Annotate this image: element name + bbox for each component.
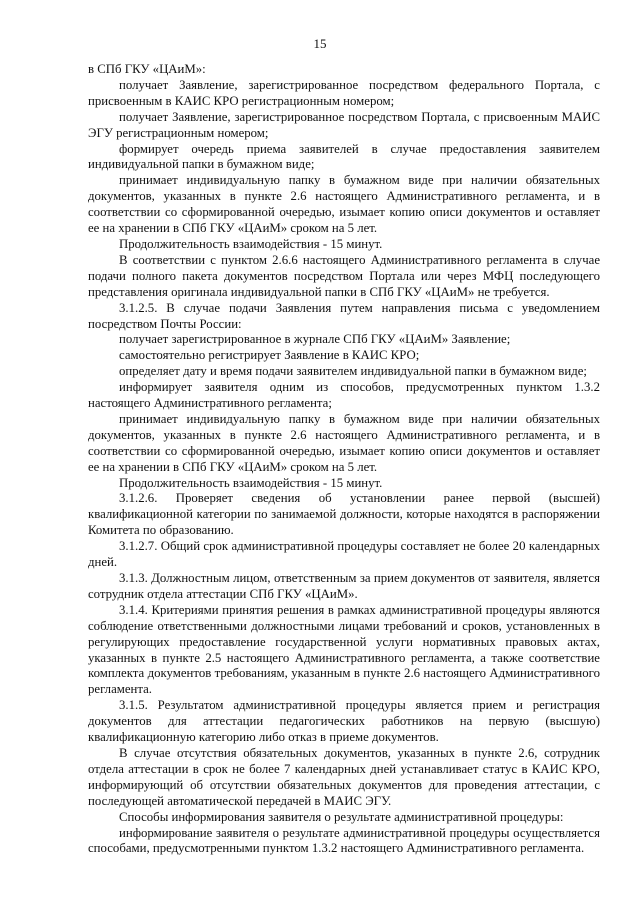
- paragraph: 3.1.2.6. Проверяет сведения об установлении ранее первой (высшей) квалификационной категории по занимаемой должности, которые находятся в распоряжении Комитета по образованию.: [88, 491, 600, 538]
- paragraph: 3.1.2.5. В случае подачи Заявления путем направления письма с уведомлением посредством Почты России:: [88, 300, 600, 331]
- page-number: 15: [313, 36, 327, 51]
- paragraph: информирует заявителя одним из способов, предусмотренных пунктом 1.3.2 настоящего Административного регламента;: [88, 380, 600, 411]
- paragraph: 3.1.2.7. Общий срок административной процедуры составляет не более 20 календарных дней.: [88, 539, 600, 570]
- paragraph: принимает индивидуальную папку в бумажном виде при наличии обязательных документов, указанных в пункте 2.6 настоящего Административного регламента, и в соответствии со сформированной очередью, изымает копию описи документов и оставляет ее на хранении в СПб ГКУ «ЦАиМ» сроком на 5 лет.: [88, 411, 600, 474]
- paragraph: Продолжительность взаимодействия - 15 минут.: [119, 475, 383, 490]
- paragraph: информирование заявителя о результате административной процедуры осуществляется способами, предусмотренными пунктом 1.3.2 настоящего Административного регламента.: [88, 825, 600, 856]
- paragraph: 3.1.3. Должностным лицом, ответственным за прием документов от заявителя, является сотрудник отдела аттестации СПб ГКУ «ЦАиМ».: [88, 571, 600, 601]
- paragraph: В соответствии с пунктом 2.6.6 настоящего Административного регламента в случае подачи полного пакета документов посредством Портала или через МФЦ последующего представления оригинала индивидуальной папки в СПб ГКУ «ЦАиМ» не требуется.: [88, 252, 600, 299]
- paragraph: получает Заявление, зарегистрированное посредством федерального Портала, с присвоенным в КАИС КРО регистрационным номером;: [88, 77, 600, 108]
- paragraph: принимает индивидуальную папку в бумажном виде при наличии обязательных документов, указанных в пункте 2.6 настоящего Административного регламента, и в соответствии со сформированной очередью, изымает копию описи документов и оставляет ее на хранении в СПб ГКУ «ЦАиМ» сроком на 5 лет.: [88, 173, 600, 236]
- paragraph: получает зарегистрированное в журнале СПб ГКУ «ЦАиМ» Заявление;: [119, 332, 511, 347]
- paragraph: формирует очередь приема заявителей в случае предоставления заявителем индивидуальной папки в бумажном виде;: [88, 141, 600, 172]
- paragraph: В случае отсутствия обязательных документов, указанных в пункте 2.6, сотрудник отдела аттестации в срок не более 7 календарных дней устанавливает статус в КАИС КРО, информирующий об отсутствии обязательных документов для проведения аттестации, с последующей автоматической передачей в МАИС ЭГУ.: [88, 745, 600, 808]
- body-text: [88, 62, 600, 857]
- paragraph: Продолжительность взаимодействия - 15 минут.: [119, 236, 383, 251]
- paragraph: получает Заявление, зарегистрированное посредством Портала, с присвоенным МАИС ЭГУ регистрационным номером;: [88, 109, 600, 140]
- paragraph: Способы информирования заявителя о результате административной процедуры:: [119, 809, 564, 824]
- paragraph: определяет дату и время подачи заявителем индивидуальной папки в бумажном виде;: [119, 364, 587, 379]
- paragraph: 3.1.4. Критериями принятия решения в рамках административной процедуры являются соблюдение ответственными должностными лицами требований и сроков, установленных в регулирующих предоставление государственной услуги нормативных правовых актах, указанных в пункте 2.5 настоящего Административного регламента, а также соответствие комплекта документов требованиям, указанным в пункте 2.6 настоящего Административного регламента.: [88, 602, 600, 697]
- paragraph: в СПб ГКУ «ЦАиМ»:: [88, 62, 206, 76]
- paragraph: самостоятельно регистрирует Заявление в КАИС КРО;: [119, 348, 420, 363]
- paragraph: 3.1.5. Результатом административной процедуры является прием и регистрация документов для аттестации педагогических работников на первую (высшую) квалификационную категорию либо отказ в приеме документов.: [88, 698, 600, 745]
